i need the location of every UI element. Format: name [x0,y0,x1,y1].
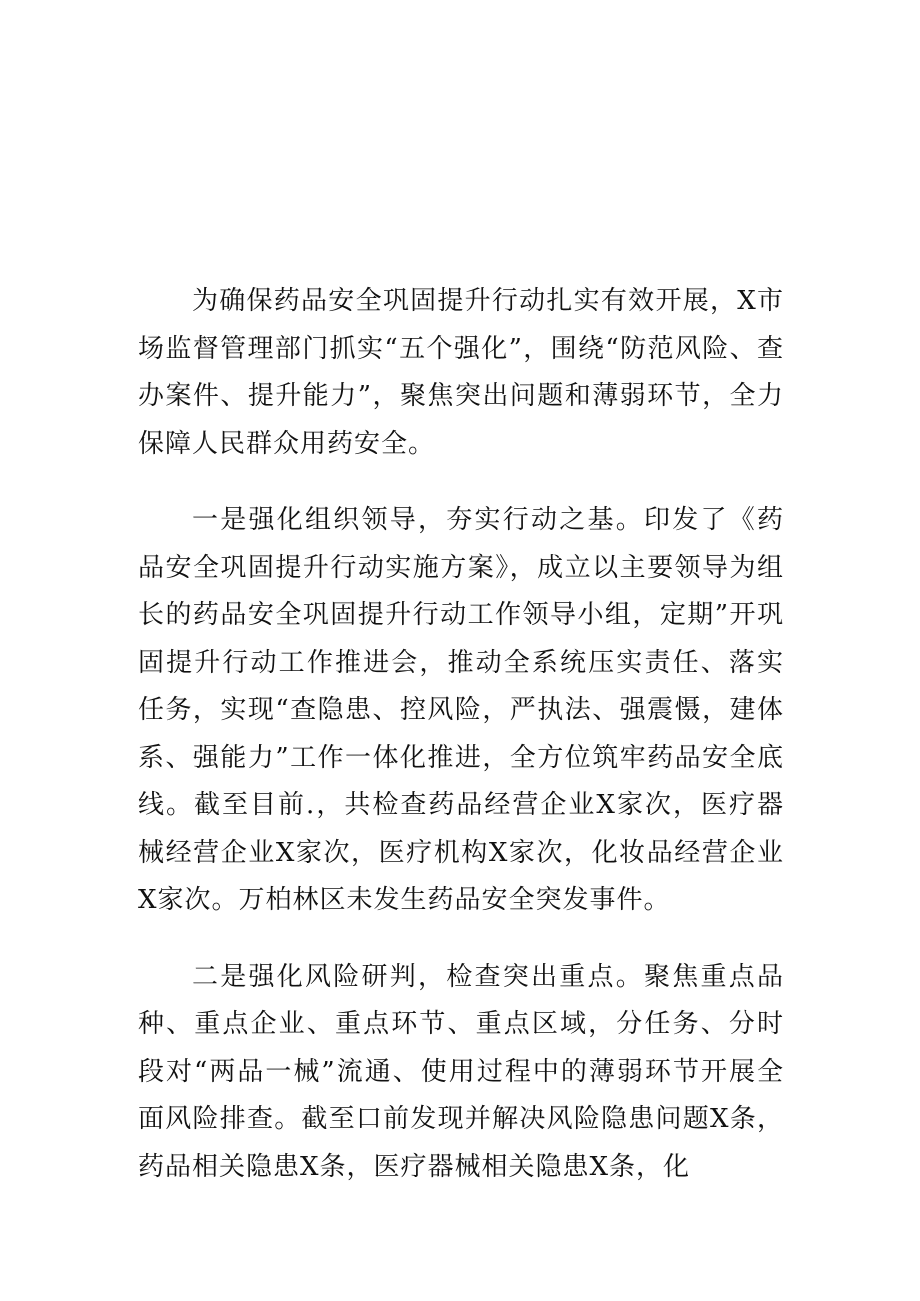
paragraph-section-one: 一是强化组织领导，夯实行动之基。印发了《药品安全巩固提升行动实施方案》，成立以主要领导为组长的药品安全巩固提升行动工作领导小组，定期”开巩固提升行动工作推进会，推动全系统压实责任、落实任务，实现“查隐患、控风险，严执法、强震慑，建体系、强能力”工作一体化推进，全方位筑牢药品安全底线。截至目前.，共检查药品经营企业X家次，医疗器械经营企业X家次，医疗机构X家次，化妆品经营企业X家次。万柏林区未发生药品安全突发事件。 [138,505,784,915]
document-body [138,278,784,1191]
paragraph-intro: 为确保药品安全巩固提升行动扎实有效开展，X市场监督管理部门抓实“五个强化”，围绕“防范风险、查办案件、提升能力”，聚焦突出问题和薄弱环节，全力保障人民群众用药安全。 [138,286,784,459]
paragraph-section-two: 二是强化风险研判，检查突出重点。聚焦重点品种、重点企业、重点环节、重点区域，分任务、分时段对“两品一械”流通、使用过程中的薄弱环节开展全面风险排查。截至口前发现并解决风险隐患问题X条，药品相关隐患X条，医疗器械相关隐患X条，化 [138,961,784,1182]
